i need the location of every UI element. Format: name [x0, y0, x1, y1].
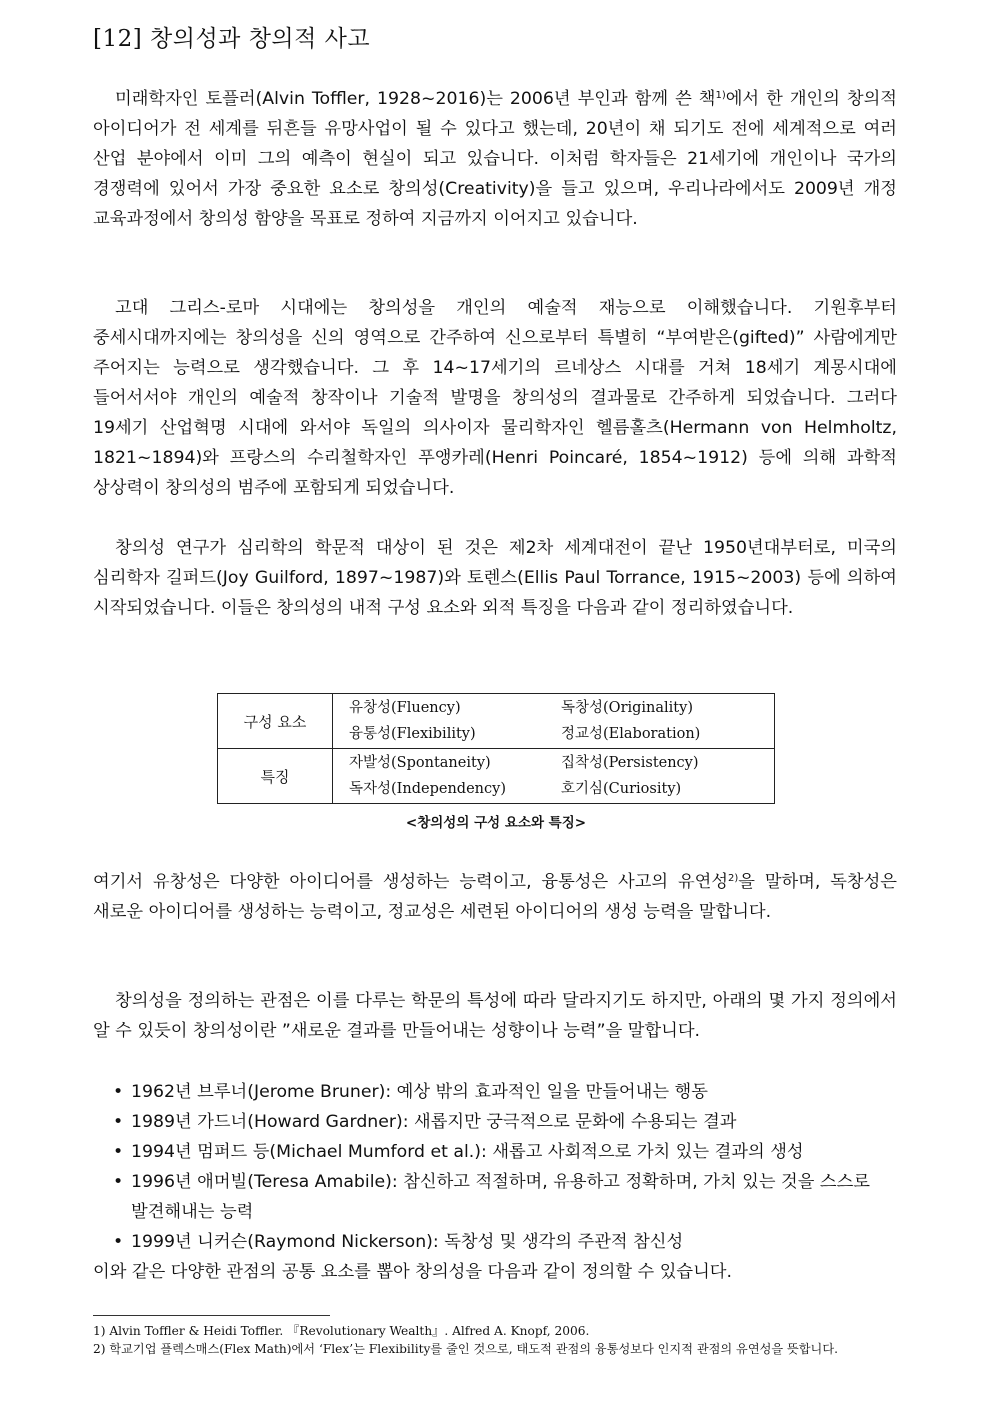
- paragraph-history: 고대 그리스-로마 시대에는 창의성을 개인의 예술적 재능으로 이해했습니다. 기원후부터 중세시대까지에는 창의성을 신의 영역으로 간주하여 신으로부터 특별히 “부여받은(gifted)” 사람에게만 주어지는 능력으로 생각했습니다. 그 후 14~17세기의 르네상스 시대를 거쳐 18세기 계몽시대에 들어서서야 개인의 예술적 창작이나 기술적 발명을 창의성의 결과물로 간주하게 되었습니다. 그러다 19세기 산업혁명 시대에 와서야 독일의 의사이자 물리학자인 헬름홀츠(Hermann von Helmholtz, 1821~1894)와 프랑스의 수리철학자인 푸앵카레(Henri Poincaré, 1854~1912) 등에 의해 과학적 상상력이 창의성의 범주에 포함되게 되었습니다.: [93, 298, 897, 498]
- paragraph-intro: [93, 84, 897, 234]
- table-caption: <창의성의 구성 요소와 특징>: [405, 815, 587, 831]
- bullet-icon: •: [113, 1112, 124, 1132]
- footnote-divider: [93, 1315, 330, 1316]
- bullet-icon: •: [113, 1172, 124, 1192]
- paragraph-intro-text-b: 에서 한 개인의 창의적 아이디어가 전 세계를 뒤흔들 유망사업이 될 수 있다고 했는데, 20년이 채 되기도 전에 세계적으로 여러 산업 분야에서 이미 그의 예측이 현실이 되고 있습니다. 이처럼 학자들은 21세기에 개인이나 국가의 경쟁력에 있어서 가장 중요한 요소로 창의성(Creativity)을 들고 있으며, 우리나라에서도 2009년 개정 교육과정에서 창의성 함양을 목표로 정하여 지금까지 이어지고 있습니다.: [93, 89, 897, 229]
- table-item: 융통성(Flexibility): [349, 726, 476, 742]
- table-item: 독창성(Originality): [561, 700, 693, 716]
- list-item: [113, 1077, 899, 1107]
- bullet-icon: •: [113, 1232, 124, 1252]
- paragraph-intro-text-a: 미래학자인 토플러(Alvin Toffler, 1928~2016)는 2006년 부인과 함께 쓴 책: [115, 89, 716, 109]
- table-item: 독자성(Independency): [349, 781, 506, 797]
- table-cell: [333, 694, 775, 749]
- table-cell: [333, 749, 775, 804]
- list-item: [113, 1107, 899, 1137]
- footnote-ref-2[interactable]: 2): [728, 873, 739, 884]
- list-item-text: 1996년 애머빌(Teresa Amabile): 참신하고 적절하며, 유용하고 정확하며, 가치 있는 것을 스스로 발견해내는 능력: [131, 1172, 870, 1222]
- list-item-text: 1962년 브루너(Jerome Bruner): 예상 밖의 효과적인 일을 만들어내는 행동: [131, 1082, 708, 1102]
- list-item: [113, 1167, 899, 1227]
- paragraph-conclusion: 이와 같은 다양한 관점의 공통 요소를 뽑아 창의성을 다음과 같이 정의할 수 있습니다.: [93, 1262, 732, 1282]
- section-title: [12] 창의성과 창의적 사고: [93, 26, 371, 52]
- table-row-components: [218, 694, 775, 749]
- definition-list: [113, 1077, 899, 1257]
- table-row-traits: [218, 749, 775, 804]
- table-item: 집착성(Persistency): [561, 755, 699, 771]
- list-item-text: 1989년 가드너(Howard Gardner): 새롭지만 궁극적으로 문화에 수용되는 결과: [131, 1112, 737, 1132]
- list-item-text: 1994년 멈퍼드 등(Michael Mumford et al.): 새롭고 사회적으로 가치 있는 결과의 생성: [131, 1142, 804, 1162]
- paragraph-components-text-a: 여기서 유창성은 다양한 아이디어를 생성하는 능력이고, 융통성은 사고의 유연성: [93, 872, 729, 892]
- list-item-text: 1999년 니커슨(Raymond Nickerson): 독창성 및 생각의 주관적 참신성: [131, 1232, 684, 1252]
- paragraph-definition: 창의성을 정의하는 관점은 이를 다루는 학문의 특성에 따라 달라지기도 하지만, 아래의 몇 가지 정의에서 알 수 있듯이 창의성이란 ”새로운 결과를 만들어내는 성향이나 능력”을 말합니다.: [93, 991, 897, 1041]
- bullet-icon: •: [113, 1142, 124, 1162]
- table-item: 정교성(Elaboration): [561, 726, 701, 742]
- table-item: 자발성(Spontaneity): [349, 755, 491, 771]
- list-item: [113, 1137, 899, 1167]
- footnote-ref-1[interactable]: 1): [715, 90, 726, 101]
- footnotes: [93, 1322, 899, 1358]
- table-item: 유창성(Fluency): [349, 700, 461, 716]
- paragraph-research: 창의성 연구가 심리학의 학문적 대상이 된 것은 제2차 세계대전이 끝난 1950년대부터로, 미국의 심리학자 길퍼드(Joy Guilford, 1897~1987)와 토렌스(Ellis Paul Torrance, 1915~2003) 등에 의하여 시작되었습니다. 이들은 창의성의 내적 구성 요소와 외적 특징을 다음과 같이 정리하였습니다.: [93, 538, 897, 618]
- creativity-table: [217, 693, 775, 804]
- table-row-header: 구성 요소: [218, 694, 333, 749]
- bullet-icon: •: [113, 1082, 124, 1102]
- paragraph-components-text-b: 을 말하며, 독창성은 새로운 아이디어를 생성하는 능력이고, 정교성은 세련된 아이디어의 생성 능력을 말합니다.: [93, 872, 897, 922]
- table-row-header: 특징: [218, 749, 333, 804]
- paragraph-components: [93, 867, 897, 927]
- footnote-2: 2) 학교기업 플렉스매스(Flex Math)에서 ‘Flex’는 Flexibility를 줄인 것으로, 태도적 관점의 융통성보다 인지적 관점의 유연성을 뜻합니다.: [93, 1342, 838, 1356]
- table-item: 호기심(Curiosity): [561, 781, 682, 797]
- list-item: [113, 1227, 899, 1257]
- footnote-1: 1) Alvin Toffler & Heidi Toffler. 『Revolutionary Wealth』. Alfred A. Knopf, 2006.: [93, 1324, 590, 1338]
